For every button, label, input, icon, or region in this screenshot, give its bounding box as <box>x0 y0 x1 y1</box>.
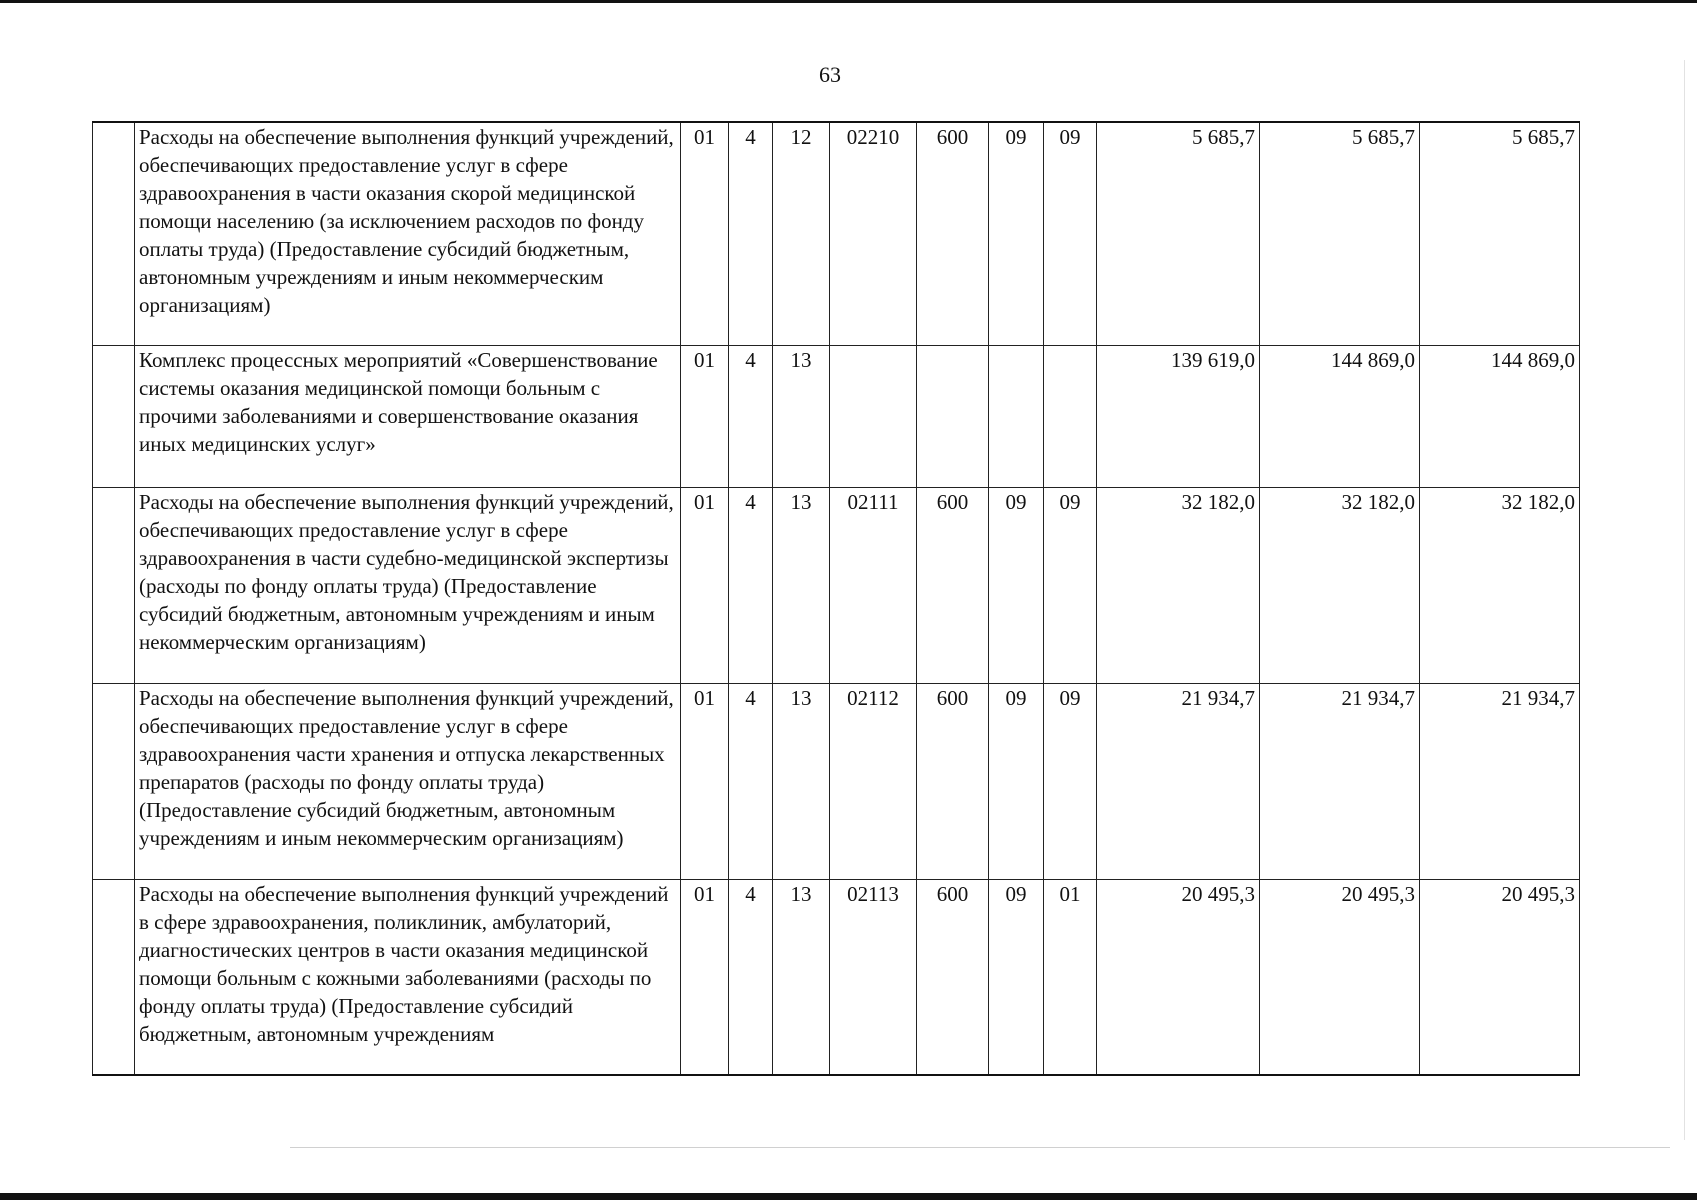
code-cell: 600 <box>917 122 989 345</box>
code-cell: 09 <box>989 683 1044 879</box>
code-cell: 09 <box>1044 122 1097 345</box>
code-cell: 01 <box>681 122 729 345</box>
table-row <box>93 345 1580 487</box>
amount-cell: 20 495,3 <box>1420 879 1580 1075</box>
scan-edge-line <box>1684 60 1685 1140</box>
budget-table <box>92 121 1580 1076</box>
code-cell: 4 <box>729 879 773 1075</box>
amount-cell: 144 869,0 <box>1420 345 1580 487</box>
code-cell: 02210 <box>830 122 917 345</box>
code-cell: 13 <box>773 345 830 487</box>
amount-cell: 21 934,7 <box>1420 683 1580 879</box>
table-row <box>93 683 1580 879</box>
code-cell: 13 <box>773 683 830 879</box>
amount-cell: 5 685,7 <box>1420 122 1580 345</box>
row-number-cell <box>93 683 135 879</box>
code-cell: 12 <box>773 122 830 345</box>
code-cell: 4 <box>729 345 773 487</box>
code-cell: 09 <box>989 879 1044 1075</box>
code-cell: 4 <box>729 122 773 345</box>
amount-cell: 32 182,0 <box>1260 487 1420 683</box>
code-cell <box>1044 345 1097 487</box>
code-cell <box>830 345 917 487</box>
code-cell: 09 <box>989 122 1044 345</box>
code-cell: 01 <box>1044 879 1097 1075</box>
code-cell: 600 <box>917 487 989 683</box>
amount-cell: 5 685,7 <box>1097 122 1260 345</box>
row-number-cell <box>93 122 135 345</box>
amount-cell: 20 495,3 <box>1260 879 1420 1075</box>
code-cell: 01 <box>681 879 729 1075</box>
row-number-cell <box>93 345 135 487</box>
code-cell: 600 <box>917 879 989 1075</box>
description-cell: Расходы на обеспечение выполнения функций учреждений в сфере здравоохранения, поликлиник, амбулаторий, диагностических центров в части оказания медицинской помощи больным с кожными заболеваниями (расходы по фонду оплаты труда) (Предоставление субсидий бюджетным, автономным учреждениям <box>135 879 681 1075</box>
code-cell <box>989 345 1044 487</box>
row-number-cell <box>93 879 135 1075</box>
amount-cell: 144 869,0 <box>1260 345 1420 487</box>
code-cell: 13 <box>773 487 830 683</box>
code-cell: 09 <box>1044 683 1097 879</box>
description-cell: Расходы на обеспечение выполнения функций учреждений, обеспечивающих предоставление услуг в сфере здравоохранения части хранения и отпуска лекарственных препаратов (расходы по фонду оплаты труда) (Предоставление субсидий бюджетным, автономным учреждениям и иным некоммерческим организациям) <box>135 683 681 879</box>
amount-cell: 21 934,7 <box>1097 683 1260 879</box>
table-row <box>93 487 1580 683</box>
amount-cell: 139 619,0 <box>1097 345 1260 487</box>
bottom-border-line <box>0 1193 1697 1200</box>
code-cell: 09 <box>1044 487 1097 683</box>
code-cell: 01 <box>681 345 729 487</box>
table-row <box>93 879 1580 1075</box>
code-cell: 4 <box>729 487 773 683</box>
table-row <box>93 122 1580 345</box>
code-cell: 02113 <box>830 879 917 1075</box>
code-cell: 600 <box>917 683 989 879</box>
amount-cell: 32 182,0 <box>1420 487 1580 683</box>
code-cell: 02111 <box>830 487 917 683</box>
amount-cell: 32 182,0 <box>1097 487 1260 683</box>
amount-cell: 20 495,3 <box>1097 879 1260 1075</box>
amount-cell: 21 934,7 <box>1260 683 1420 879</box>
row-number-cell <box>93 487 135 683</box>
code-cell: 13 <box>773 879 830 1075</box>
description-cell: Расходы на обеспечение выполнения функций учреждений, обеспечивающих предоставление услуг в сфере здравоохранения в части судебно-медицинской экспертизы (расходы по фонду оплаты труда) (Предоставление субсидий бюджетным, автономным учреждениям и иным некоммерческим организациям) <box>135 487 681 683</box>
top-border-line <box>0 0 1697 3</box>
table-body <box>93 122 1580 1075</box>
code-cell: 09 <box>989 487 1044 683</box>
description-cell: Расходы на обеспечение выполнения функций учреждений, обеспечивающих предоставление услуг в сфере здравоохранения в части оказания скорой медицинской помощи населению (за исключением расходов по фонду оплаты труда) (Предоставление субсидий бюджетным, автономным учреждениям и иным некоммерческим организациям) <box>135 122 681 345</box>
description-cell: Комплекс процессных мероприятий «Совершенствование системы оказания медицинской помощи больным с прочими заболеваниями и совершенствование оказания иных медицинских услуг» <box>135 345 681 487</box>
code-cell: 4 <box>729 683 773 879</box>
code-cell <box>917 345 989 487</box>
scan-faint-line <box>290 1147 1670 1148</box>
code-cell: 01 <box>681 683 729 879</box>
code-cell: 02112 <box>830 683 917 879</box>
amount-cell: 5 685,7 <box>1260 122 1420 345</box>
page-number: 63 <box>819 62 841 87</box>
code-cell: 01 <box>681 487 729 683</box>
